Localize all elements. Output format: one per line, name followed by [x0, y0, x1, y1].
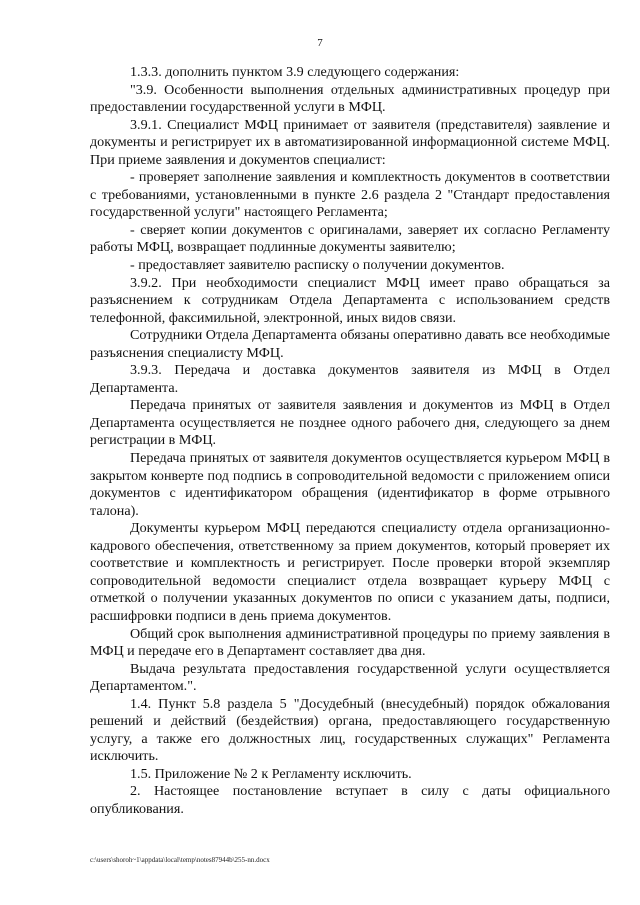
paragraph-1-5: 1.5. Приложение № 2 к Регламенту исключить.: [130, 765, 412, 782]
paragraph-transfer-deadline: Передача принятых от заявителя заявления и документов из МФЦ в Отдел Департамента осуществляется не позднее одного рабочего дня, следующего за днем регистрации в МФЦ.: [90, 397, 610, 449]
paragraph-1-4: 1.4. Пункт 5.8 раздела 5 "Досудебный (внесудебный) порядок обжалования решений и действий (бездействия) органа, предоставляющего государственную услугу, а также его должностных лиц, государственных служащих" Регламента исключить.: [90, 695, 610, 765]
list-item-check-application: - проверяет заполнение заявления и комплектность документов в соответствии с требованиями, установленными в пункте 2.6 раздела 2 "Стандарт предоставления государственной услуги" настоящего Регламента;: [90, 169, 610, 221]
paragraph-3-9-2: 3.9.2. При необходимости специалист МФЦ имеет право обращаться за разъяснением к сотрудникам Отдела Департамента с использованием средств телефонной, факсимильной, электронной, иных видов связи.: [90, 274, 610, 326]
paragraph-courier-transfer: Передача принятых от заявителя документов осуществляется курьером МФЦ в закрытом конверте под подпись в сопроводительной ведомости с приложением описи документов с идентификатором обращения (идентификатор в форме отрывного талона).: [90, 450, 610, 519]
paragraph-result-issuance: Выдача результата предоставления государственной услуги осуществляется Департаментом.".: [90, 660, 610, 695]
file-path-footer: c:\users\shoroh~1\appdata\local\temp\notes87944b\255-nn.docx: [90, 856, 270, 864]
document-body: [90, 64, 610, 819]
paragraph-3-9-3: 3.9.3. Передача и доставка документов заявителя из МФЦ в Отдел Департамента.: [90, 362, 610, 396]
paragraph-total-duration: Общий срок выполнения административной процедуры по приему заявления в МФЦ и передаче его в Департамент составляет два дня.: [90, 625, 610, 660]
paragraph-3-9-heading: "3.9. Особенности выполнения отдельных административных процедур при предоставлении государственной услуги в МФЦ.: [90, 81, 610, 116]
list-item-verify-copies: - сверяет копии документов с оригиналами, заверяет их согласно Регламенту работы МФЦ, возвращает подлинные документы заявителю;: [90, 221, 610, 256]
list-item-issue-receipt: - предоставляет заявителю расписку о получении документов.: [130, 257, 505, 274]
paragraph-department-staff: Сотрудники Отдела Департамента обязаны оперативно давать все необходимые разъяснения специалисту МФЦ.: [90, 327, 610, 361]
paragraph-3-9-1: 3.9.1. Специалист МФЦ принимает от заявителя (представителя) заявление и документы и регистрирует их в автоматизированной информационной системе МФЦ. При приеме заявления и документов специалист:: [90, 116, 610, 168]
page-number: 7: [317, 37, 323, 49]
paragraph-1-3-3: 1.3.3. дополнить пунктом 3.9 следующего содержания:: [130, 64, 460, 80]
paragraph-2-effective-date: 2. Настоящее постановление вступает в силу с даты официального опубликования.: [90, 783, 610, 817]
paragraph-courier-handover: Документы курьером МФЦ передаются специалисту отдела организационно-кадрового обеспечения, ответственному за прием документов, который проверяет их соответствие и комплектность и регистрирует. После проверки второй экземпляр сопроводительной ведомости специалист отдела возвращает курьеру МФЦ с отметкой о получении указанных документов по описи с указанием даты, подписи, расшифровки подписи в день приема документов.: [90, 520, 610, 624]
